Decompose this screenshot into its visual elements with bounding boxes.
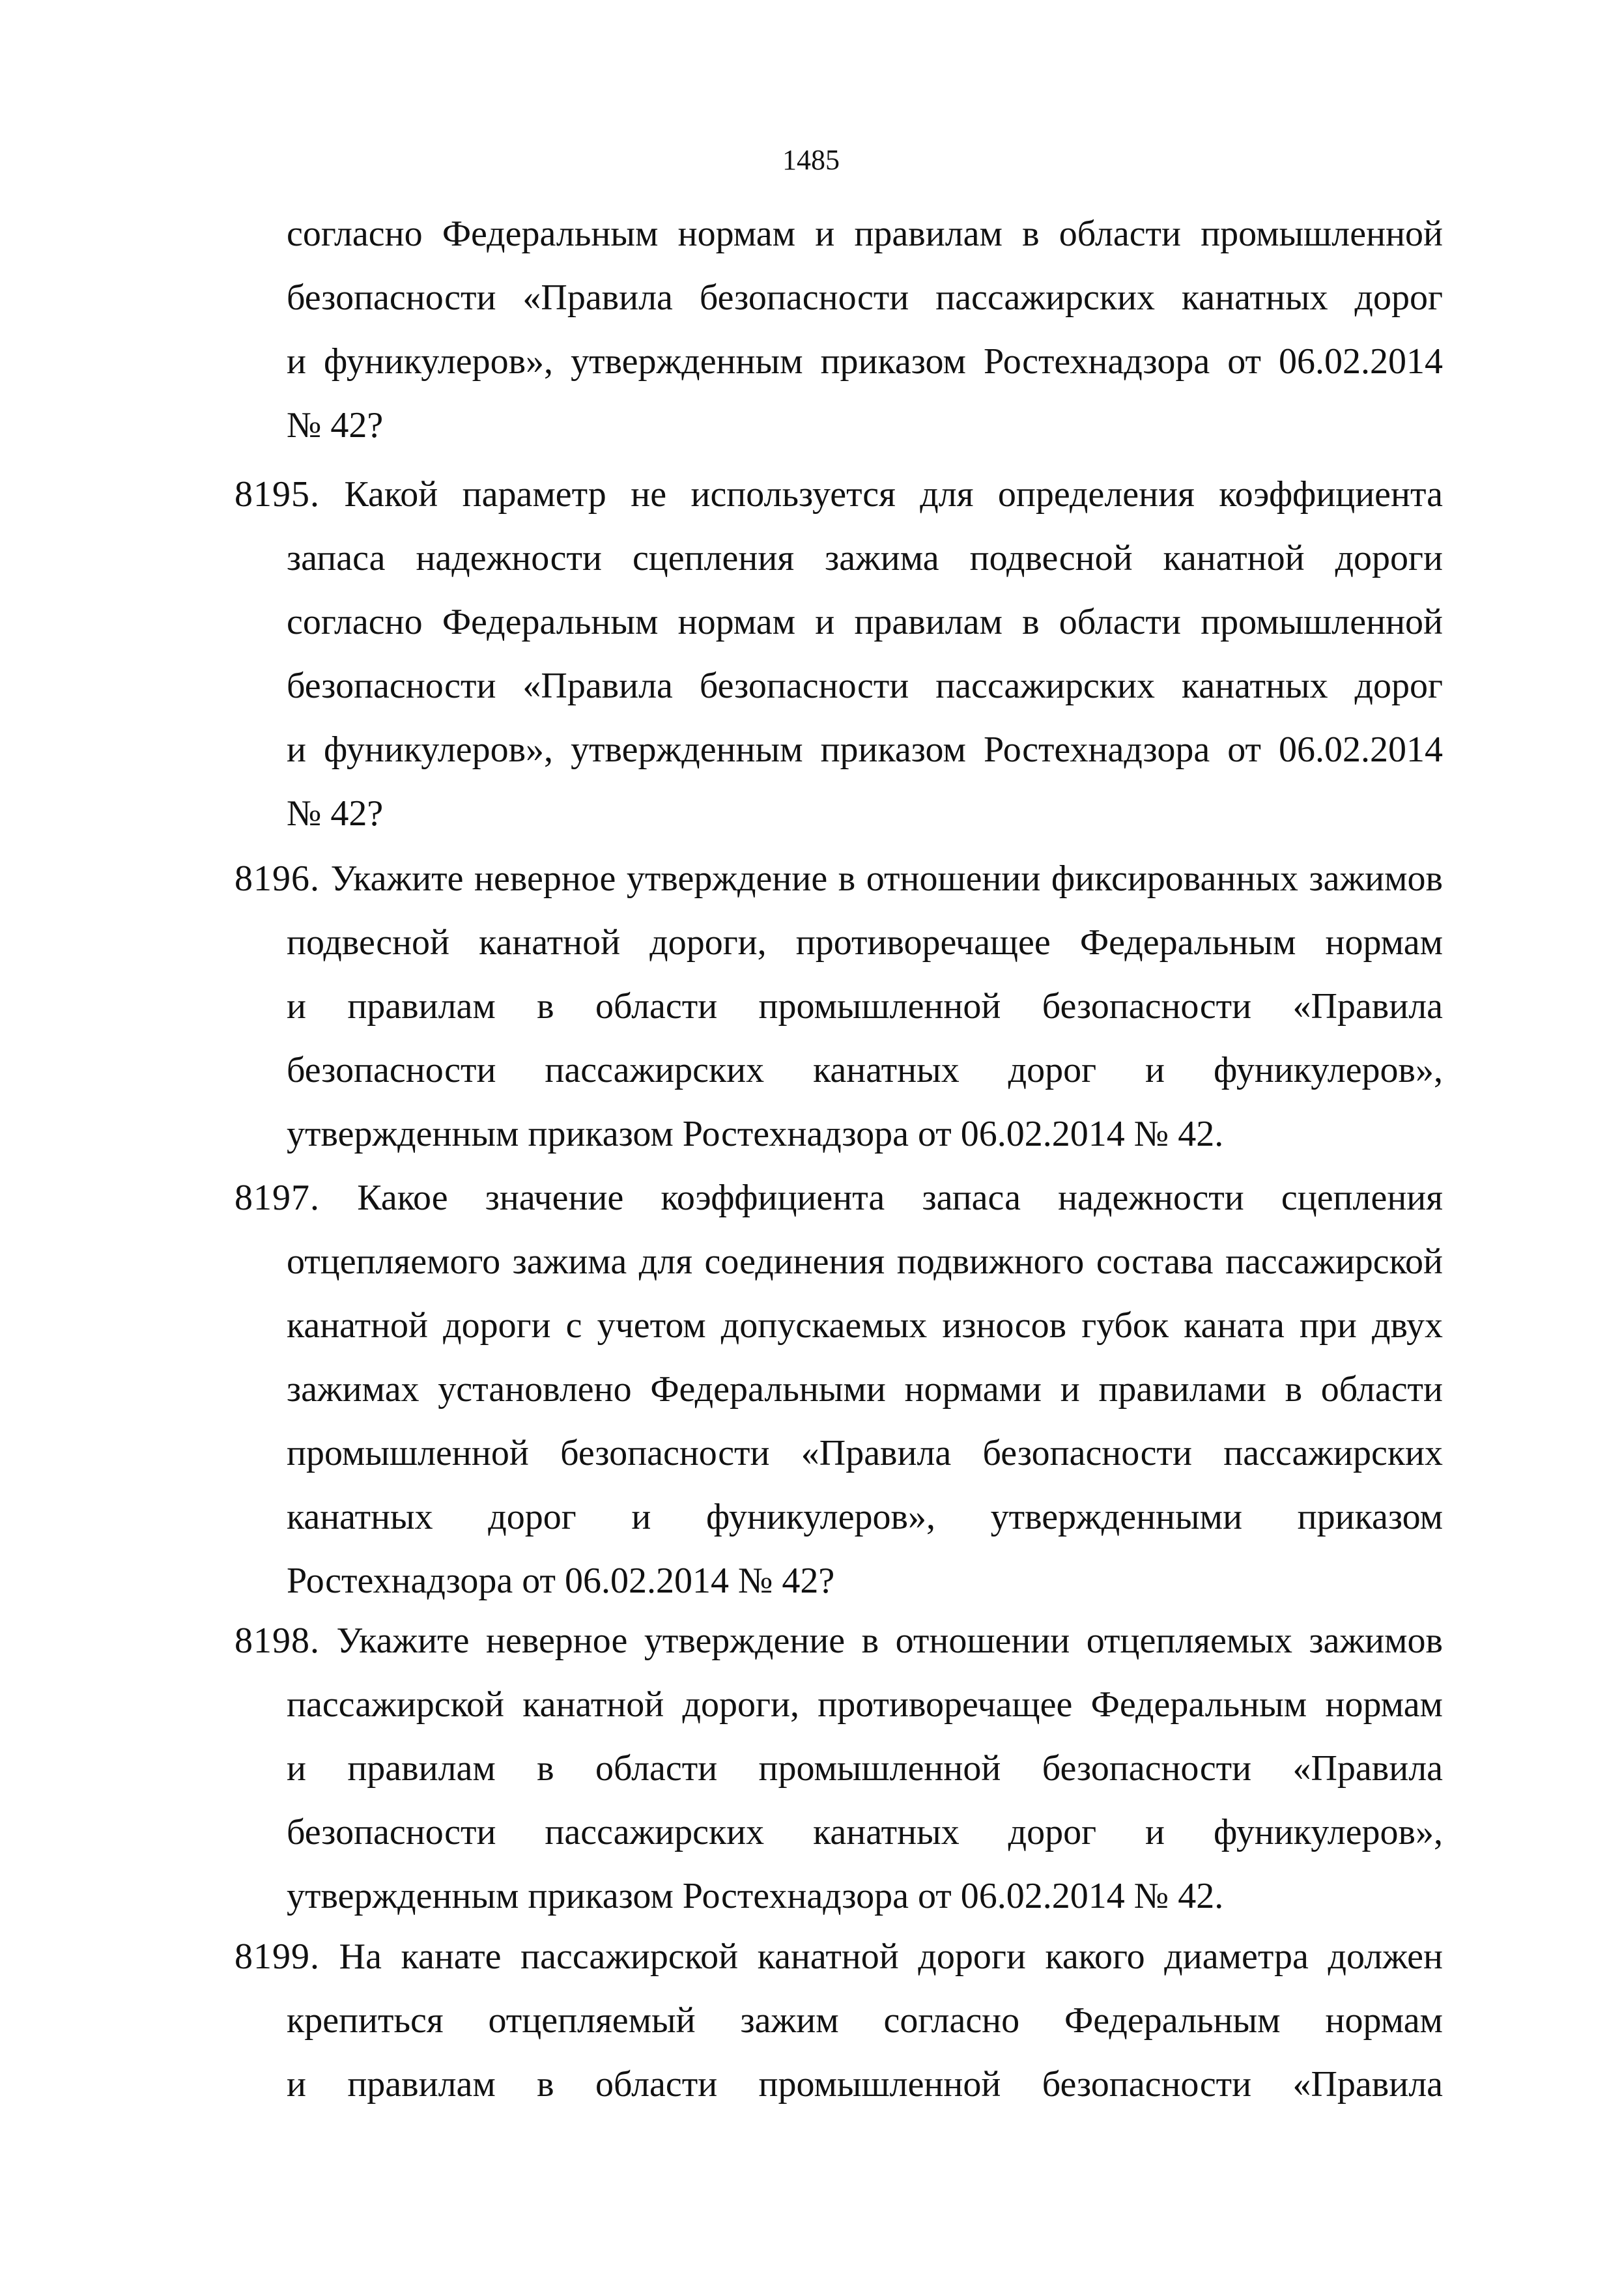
text-line: промышленной безопасности «Правила безопасности пассажирских (287, 1433, 1443, 1473)
text-line: и фуникулеров», утвержденным приказом Ростехнадзора от 06.02.2014 (287, 730, 1443, 770)
question-number: 8195. (235, 474, 320, 515)
text-line: канатных дорог и фуникулеров», утвержденными приказом (287, 1497, 1443, 1537)
text-line: и правилам в области промышленной безопасности «Правила (287, 986, 1443, 1027)
text-line: и фуникулеров», утвержденным приказом Ростехнадзора от 06.02.2014 (287, 341, 1443, 382)
text-line: канатной дороги с учетом допускаемых износов губок каната при двух (287, 1305, 1443, 1346)
question-number: 8196. (235, 858, 320, 899)
question-first-line (235, 847, 1443, 911)
question-first-line (235, 462, 1443, 526)
text-line: согласно Федеральным нормам и правилам в области промышленной (287, 214, 1443, 254)
question-first-line (235, 1166, 1443, 1230)
text-line: Какое значение коэффициента запаса надежности сцепления (357, 1178, 1444, 1218)
text-line: согласно Федеральным нормам и правилам в области промышленной (287, 602, 1443, 642)
text-line: безопасности пассажирских канатных дорог и фуникулеров», (287, 1812, 1443, 1852)
text-line: подвесной канатной дороги, противоречащее Федеральным нормам (287, 922, 1443, 963)
text-line: зажимах установлено Федеральными нормами и правилами в области (287, 1369, 1443, 1410)
question-8199 (235, 1925, 1443, 2116)
text-line: безопасности «Правила безопасности пассажирских канатных дорог (287, 666, 1443, 706)
question-8197 (235, 1166, 1443, 1613)
text-line: и правилам в области промышленной безопасности «Правила (287, 2064, 1443, 2105)
question-first-line (235, 1609, 1443, 1673)
text-line: запаса надежности сцепления зажима подвесной канатной дороги (287, 538, 1443, 578)
text-line: и правилам в области промышленной безопасности «Правила (287, 1748, 1443, 1789)
text-line: безопасности «Правила безопасности пассажирских канатных дорог (287, 277, 1443, 318)
question-number: 8199. (235, 1936, 320, 1977)
text-line: пассажирской канатной дороги, противоречащее Федеральным нормам (287, 1684, 1443, 1725)
text-line: отцепляемого зажима для соединения подвижного состава пассажирской (287, 1241, 1443, 1282)
question-number: 8197. (235, 1178, 320, 1218)
text-line: безопасности пассажирских канатных дорог и фуникулеров», (287, 1050, 1443, 1090)
text-line: На канате пассажирской канатной дороги какого диаметра должен (339, 1936, 1443, 1977)
text-line: утвержденным приказом Ростехнадзора от 06.02.2014 № 42. (287, 1876, 1224, 1916)
text-line: № 42? (287, 405, 384, 446)
question-8198 (235, 1609, 1443, 1928)
question-number: 8198. (235, 1621, 320, 1661)
text-line: Ростехнадзора от 06.02.2014 № 42? (287, 1561, 835, 1601)
continuation-block (235, 202, 1443, 457)
question-8195 (235, 462, 1443, 845)
text-line: № 42? (287, 793, 384, 834)
question-8196 (235, 847, 1443, 1166)
text-line: Какой параметр не используется для определения коэффициента (344, 474, 1443, 515)
page-number: 1485 (782, 144, 840, 176)
text-line: крепиться отцепляемый зажим согласно Федеральным нормам (287, 2000, 1443, 2041)
text-line: Укажите неверное утверждение в отношении фиксированных зажимов (330, 858, 1443, 899)
text-line: Укажите неверное утверждение в отношении отцепляемых зажимов (336, 1621, 1443, 1661)
text-line: утвержденным приказом Ростехнадзора от 06.02.2014 № 42. (287, 1114, 1224, 1154)
question-first-line (235, 1925, 1443, 1989)
